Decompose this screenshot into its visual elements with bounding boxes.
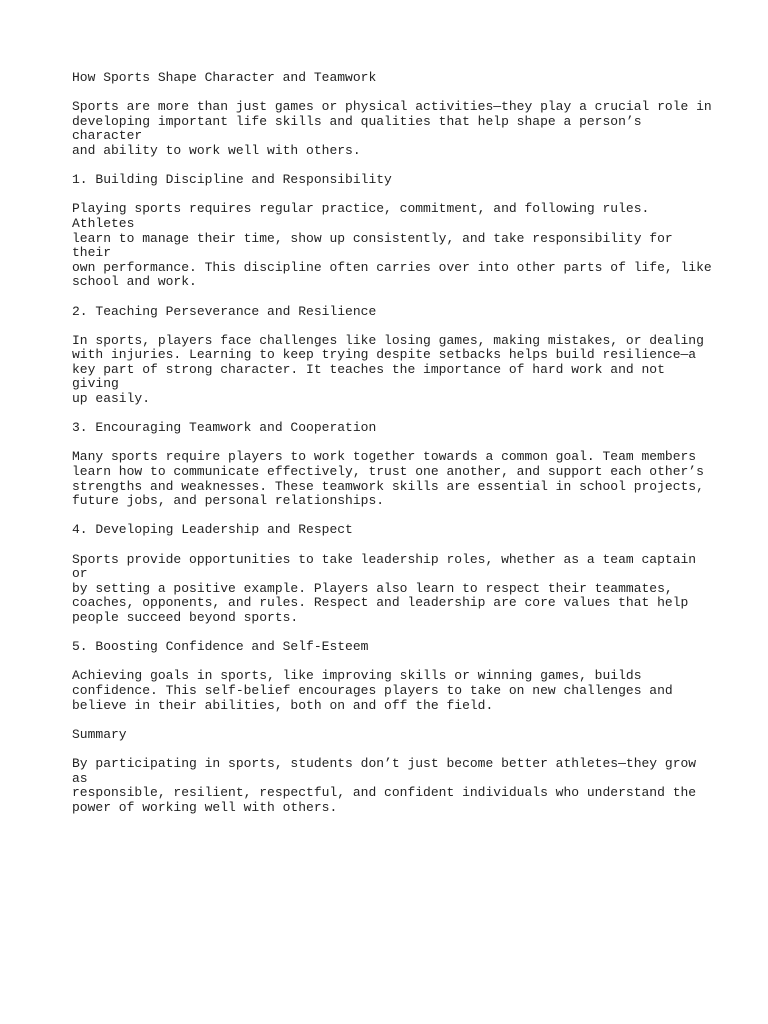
section-heading-confidence: 5. Boosting Confidence and Self-Esteem bbox=[72, 639, 369, 655]
document-title: How Sports Shape Character and Teamwork bbox=[72, 70, 377, 85]
document-content bbox=[72, 71, 712, 830]
section-heading-leadership: 4. Developing Leadership and Respect bbox=[72, 522, 353, 538]
section-body-discipline: Playing sports requires regular practice, commitment, and following rules. Athletes learn to manage their time, show up consistently, and take responsibility for their own performance. This discipline often carries over into other parts of life, like school and work. bbox=[72, 201, 712, 290]
summary-heading: Summary bbox=[72, 726, 127, 742]
section-heading-discipline: 1. Building Discipline and Responsibility bbox=[72, 172, 392, 188]
section-body-confidence: Achieving goals in sports, like improving skills or winning games, builds confidence. This self-belief encourages players to take on new challenges and believe in their abilities, both on and off the field. bbox=[72, 668, 673, 713]
summary-paragraph: By participating in sports, students don’t just become better athletes—they grow as responsible, resilient, respectful, and confident individuals who understand the power of working well with others. bbox=[72, 755, 697, 815]
section-body-perseverance: In sports, players face challenges like losing games, making mistakes, or dealing with injuries. Learning to keep trying despite setbacks helps build resilience—a key part of strong character. It teaches the importance of hard work and not giving up easily. bbox=[72, 332, 704, 407]
section-body-leadership: Sports provide opportunities to take leadership roles, whether as a team captain or by setting a positive example. Players also learn to respect their teammates, coaches, opponents, and rules. Respect and leadership are core values that help people succeed beyond sports. bbox=[72, 551, 697, 625]
section-heading-teamwork: 3. Encouraging Teamwork and Cooperation bbox=[72, 420, 377, 436]
intro-paragraph: Sports are more than just games or physical activities—they play a crucial role in developing important life skills and qualities that help shape a person’s character and ability to work well with others. bbox=[72, 99, 712, 158]
section-body-teamwork: Many sports require players to work together towards a common goal. Team members learn how to communicate effectively, trust one another, and support each other’s strengths and weaknesses. These teamwork skills are essential in school projects, future jobs, and personal relationships. bbox=[72, 449, 704, 509]
section-heading-perseverance: 2. Teaching Perseverance and Resilience bbox=[72, 303, 377, 319]
